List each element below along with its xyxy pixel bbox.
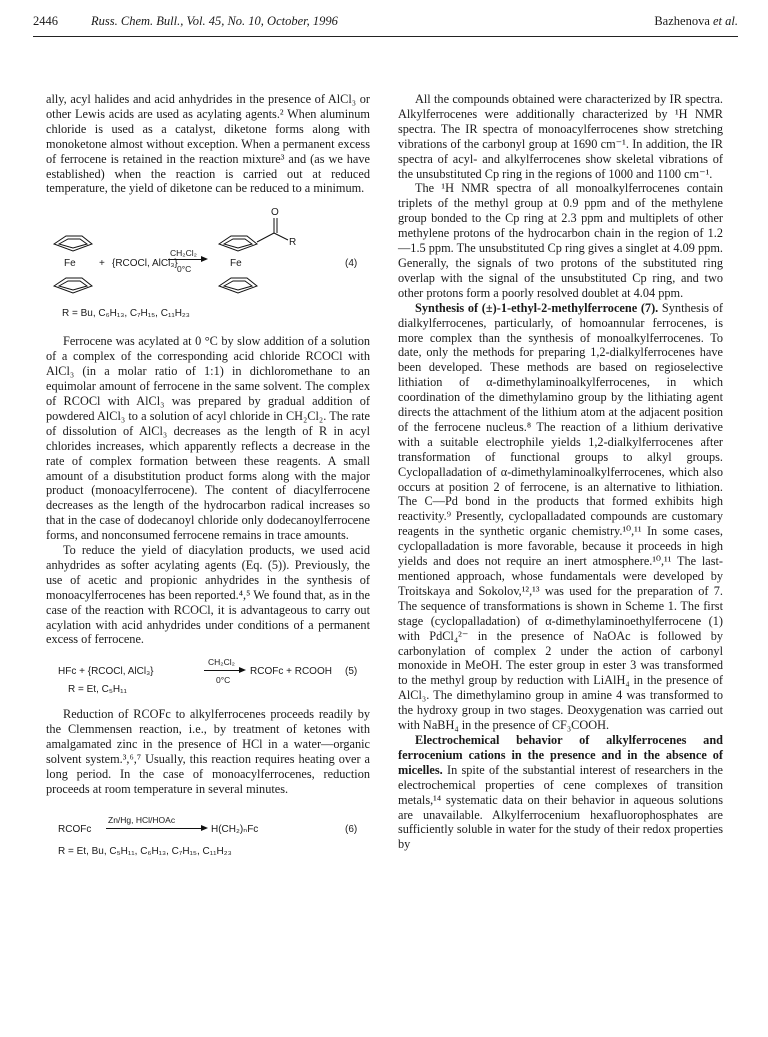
left-column (46, 92, 370, 861)
paragraph: All the compounds obtained were characterized by IR spectra. Alkylferrocenes were additionally characterized by ¹H NMR spectra. The IR spectra of monoacylferrocenes show stretching vibrations of the carbonyl group at 1690 cm⁻¹. In addition, the IR spectra of acyl- and alkylferrocenes show skeletal vibrations of the unsubstituted Cp ring in the regions of 1000 and 1100 cm⁻¹. (398, 92, 723, 181)
page-number: 2446 (33, 14, 58, 28)
r-definition-line (46, 681, 370, 699)
oxygen-label: O (271, 207, 279, 219)
section-heading: Electrochemical behavior of alkylferrocenes and ferrocenium cations in the presence and in the absence of micelles. (398, 732, 723, 777)
r-definition: R = Bu, C₆H₁₃, C₇H₁₅, C₁₁H₂₃ (62, 308, 190, 320)
temperature-label: 0°C (216, 675, 231, 686)
solvent-label: CH₂Cl₂ (170, 248, 197, 259)
paragraph: To reduce the yield of diacylation products, we used acid anhydrides as softer acylating agents (Eq. (5)). Previously, the use of acetic and propionic anhydrides in the synthesis of monoacylferrocenes has been reported.⁴,⁵ We found that, as in the case of the reaction with RCOCl, it is advantageous to carry out acylation with acid anhydrides under conditions of a permanent excess of ferrocene. (46, 543, 370, 647)
paragraph: Ferrocene was acylated at 0 °C by slow addition of a solution of a complex of the corresponding acid chloride RCOCl with AlCl₃ (in a molar ratio of 1:1) in dichloromethane to an equimolar amount of ferrocene in the same solvent. The complex of RCOCl with AlCl₃ was prepared by gradual addition of powdered AlCl₃ to a solution of acyl chloride in CH₂Cl₂. The rate of dissolution of AlCl₃ decreases as the length of R in acyl chlorides increases, which apparently reflects a decrease in the rate of complex formation between these reagents. A small amount of a disubstitution product forms along with the major product (monoacylferrocene). The content of diacylferrocene decreases as the length of the hydrocarbon radical increases so that in the case of dodecanoyl chloride only dodecanoylferrocene forms, and nonconsumed ferrocene remains in trace amounts. (46, 334, 370, 543)
plus-sign: + (99, 258, 105, 270)
paragraph: ally, acyl halides and acid anhydrides in the presence of AlCl₃ or other Lewis acids are used as acylating agents.² When aluminum chloride is used as a catalyst, diketone forms along with monoketone almost without exception. When a permanent excess of ferrocene is retained in the reaction mixture³ and (as we have established) when the reaction is carried out at reduced temperature, the yield of diketone can be reduced to a minimum. (46, 92, 370, 196)
reagent-label: {RCOCl, AlCl₃} (112, 258, 178, 270)
right-column (398, 92, 723, 852)
temperature-label: 0°C (177, 264, 192, 275)
equation-4-scheme (46, 206, 370, 326)
paragraph: Reduction of RCOFc to alkylferrocenes proceeds readily by the Clemmensen reaction, i.e., by treatment of ketones with amalgamated zinc in the presence of HCl in a water—organic solvent system.³,⁶,⁷ Usually, this reaction requires heating over a long period. In the case of monoacylferrocenes, reduction proceeds at room temperature in several minutes. (46, 707, 370, 796)
r-definition: R = Et, C₅H₁₁ (68, 684, 127, 696)
iron-label: Fe (230, 258, 242, 270)
equation-6 (46, 814, 370, 839)
equation-number: (4) (345, 258, 358, 270)
journal-citation: Russ. Chem. Bull., Vol. 45, No. 10, October, 1996 (91, 14, 338, 28)
reagent-label: Zn/Hg, HCl/HOAc (108, 814, 176, 825)
r-definition: R = Et, Bu, C₅H₁₁, C₆H₁₃, C₇H₁₅, C₁₁H₂₃ (58, 845, 232, 857)
solvent-label: CH₂Cl₂ (208, 657, 235, 668)
equation-5 (46, 657, 370, 686)
equation-products: RCOFc + RCOOH (250, 666, 332, 678)
equation-number: (6) (345, 823, 358, 835)
running-author: Bazhenova et al. (654, 14, 738, 28)
equation-number: (5) (345, 666, 358, 678)
r-group-label: R (289, 237, 297, 249)
section-heading: Synthesis of (±)-1-ethyl-2-methylferrocene (7). (415, 300, 659, 315)
equation-reactants: HFc + {RCOCl, AlCl₃} (58, 666, 154, 678)
reaction-arrow (168, 259, 206, 260)
header-rule (33, 36, 738, 37)
equation-reactant: RCOFc (58, 823, 92, 835)
reaction-arrow (106, 828, 206, 829)
reaction-arrow (204, 670, 244, 671)
equation-product: H(CH₂)ₙFc (211, 823, 259, 835)
paragraph: The ¹H NMR spectra of all monoalkylferrocenes contain triplets of the methyl group at 0.9 ppm and of the methylene group bonded to the Cp ring at 2.3 ppm and multiplets of other methylene protons of the hydrocarbon chain in the region of 1.2—1.5 ppm. The unsubstituted Cp ring gives a singlet at 4.09 ppm. Generally, the signals of two protons of the substituted ring overlap with the signal of the unsubstituted Cp ring, and two other protons form a poorly resolved doublet at 4.04 ppm. (398, 181, 723, 300)
paragraph: Electrochemical behavior of alkylferrocenes and ferrocenium cations in the presence and in the absence of micelles. In spite of the substantial interest of researchers in the electrochemical properties of cene complexes of transition metals,¹⁴ systematic data on their behavior in aqueous solutions are unavailable. Alkylferrocenium hexafluorophosphates are sufficiently soluble in water for the study of their redox properties by (398, 732, 723, 852)
iron-label: Fe (64, 258, 76, 270)
paragraph: Synthesis of (±)-1-ethyl-2-methylferrocene (7). Synthesis of dialkylferrocenes, particularly, of homoannular ferrocenes, is more complex than the synthesis of monoalkylferrocenes. To date, only the methods for preparing 1,2-dialkylferrocenes have been developed. These methods are based on regioselective lithiation of α-dimethylaminoalkylferrocenes, in which coordination of the dimethylamino group by the lithiating agent directs the attachment of the lithium atom at the adjacent position of the ferrocene nucleus.⁸ The reaction of a lithium derivative with a suitable electrophile yields 1,2-dialkylferrocenes after transformation of functional groups to alkyl groups. Cyclopalladation of α-dimethylaminoalkylferrocenes, which also occurs at position 2 of ferrocene, is an alternative to lithiation. The C—Pd bond in the products that formed exhibits high reactivity.⁹ Presently, cyclopalladated compounds are customary reagents in the synthetic organic chemistry.¹⁰,¹¹ In some cases, cyclopalladation is more favorable, because it proceeds in high yields and does not require an inert atmosphere.¹⁰,¹¹ The last-mentioned approach, whose fundamentals were developed by Troitskaya and Sokolov,¹²,¹³ was used for the preparation of 7. The sequence of transformations is shown in Scheme 1. The first stage (cyclopalladation) of α-dimethylaminoethylferrocene (1) with PdCl₄²⁻ in the presence of NaOAc is followed by carbonylation of complex 2 under the action of carbonyl monoxide in MeOH. The ester group in ester 3 was transformed to the methyl group by reduction with LiAlH₄ in the presence of AlCl₃. The dimethylamino group in amine 4 was transformed to the hydroxy group in two stages. Deoxygenation was carried out with NaBH₄ in the presence of CF₃COOH. (398, 300, 723, 733)
page-header (33, 14, 738, 36)
r-definition-line (46, 843, 370, 861)
